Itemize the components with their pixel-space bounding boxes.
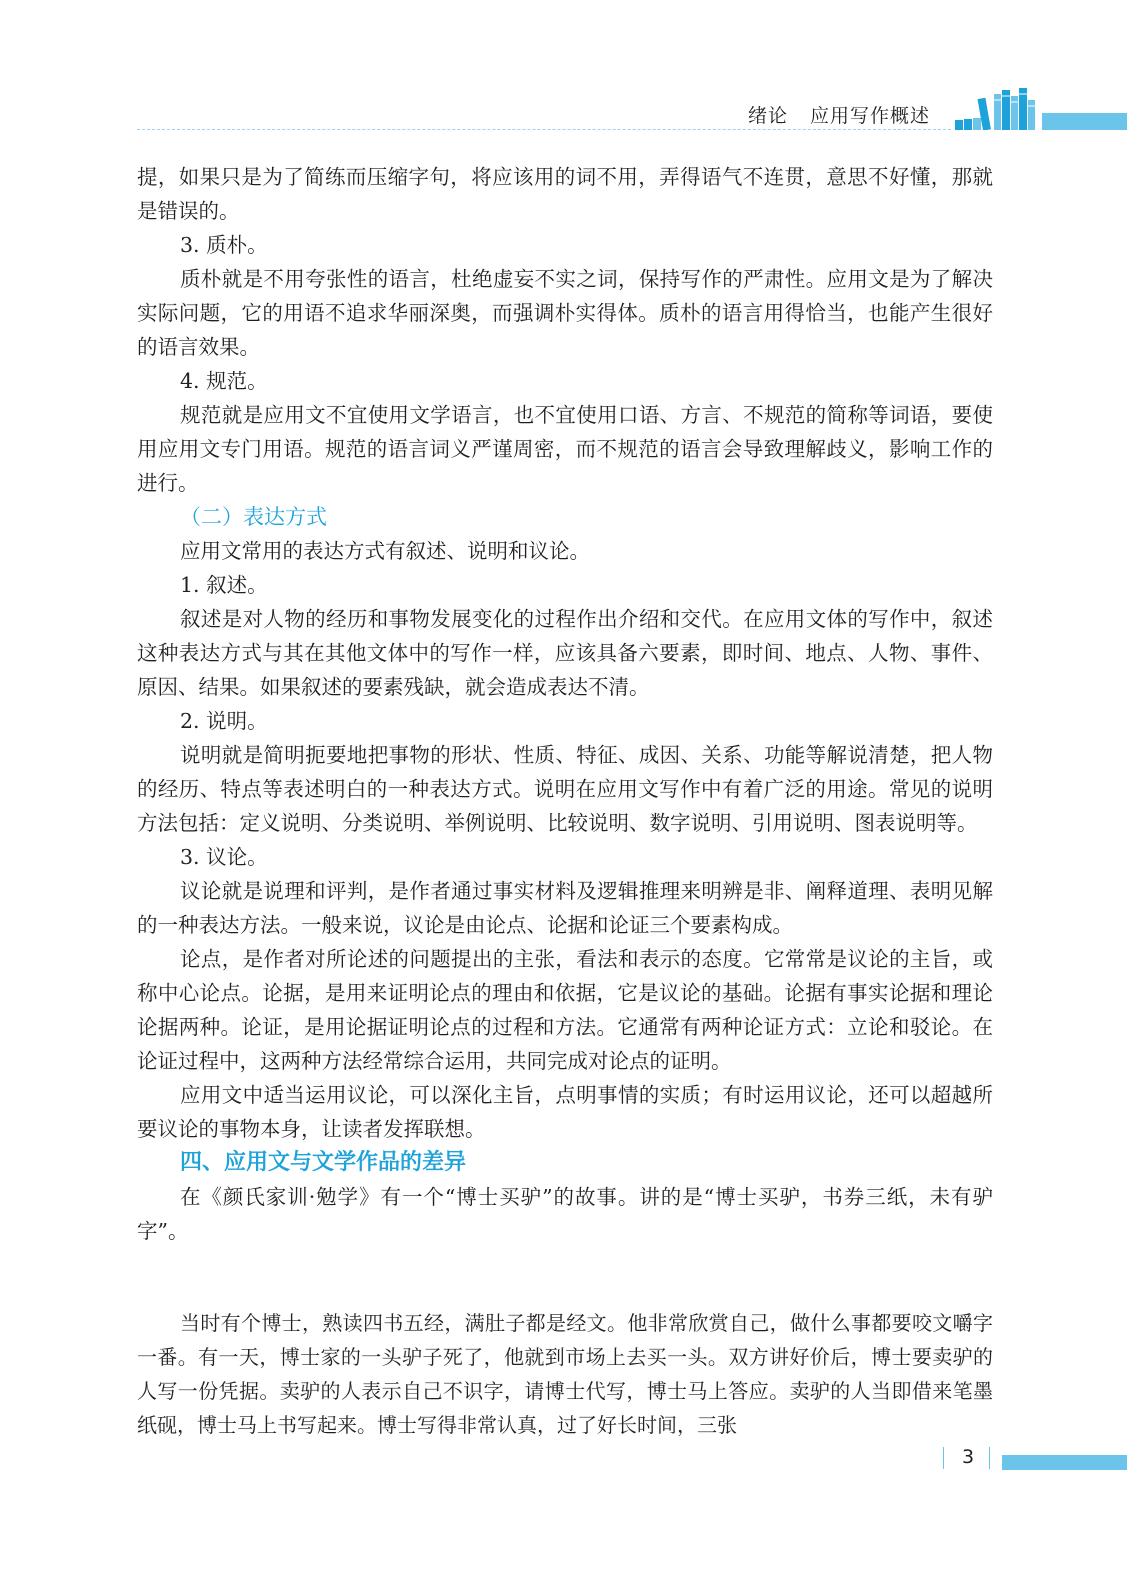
header-title: 应用写作概述 xyxy=(810,105,931,127)
page-number: 3 xyxy=(961,1446,975,1468)
chapter-section-heading: 四、应用文与文学作品的差异 xyxy=(180,1150,467,1175)
paragraph: 议论就是说理和评判，是作者通过事实材料及逻辑推理来明辨是非、阐释道理、表明见解的一种表达方法。一般来说，议论是由论点、论据和论证三个要素构成。 xyxy=(137,879,993,937)
body-text xyxy=(137,160,993,1248)
paragraph: 规范就是应用文不宜使用文学语言，也不宜使用口语、方言、不规范的简称等词语，要使用应用文专门用语。规范的语言词义严谨周密，而不规范的语言会导致理解歧义，影响工作的进行。 xyxy=(137,403,993,495)
paragraph: 论点，是作者对所论述的问题提出的主张，看法和表示的态度。它常常是议论的主旨，或称中心论点。论据，是用来证明论点的理由和依据，它是议论的基础。论据有事实论据和理论论据两种。论证，是用论据证明论点的过程和方法。它通常有两种论证方式：立论和驳论。在论证过程中，这两种方法经常综合运用，共同完成对论点的证明。 xyxy=(137,947,993,1073)
list-heading: 2. 说明。 xyxy=(180,709,268,733)
list-heading: 4. 规范。 xyxy=(180,369,268,393)
list-heading: 3. 质朴。 xyxy=(180,233,268,257)
footer-color-bar xyxy=(1002,1455,1127,1470)
running-header xyxy=(748,101,930,128)
footer-rule-left xyxy=(943,1447,944,1469)
paragraph: 在《颜氏家训·勉学》有一个“博士买驴”的故事。讲的是“博士买驴，书券三纸，未有驴字”。 xyxy=(137,1185,993,1243)
header-dashed-rule xyxy=(137,129,951,130)
list-heading: 1. 叙述。 xyxy=(180,573,268,597)
list-heading: 3. 议论。 xyxy=(180,845,268,869)
paragraph: 叙述是对人物的经历和事物发展变化的过程作出介绍和交代。在应用文体的写作中，叙述这种表达方式与其在其他文体中的写作一样，应该具备六要素，即时间、地点、人物、事件、原因、结果。如果叙述的要素残缺，就会造成表达不清。 xyxy=(137,607,993,699)
section-heading: （二）表达方式 xyxy=(180,505,327,529)
footer-rule-right xyxy=(989,1447,990,1469)
header-color-bar xyxy=(1042,113,1127,130)
story-excerpt xyxy=(137,1306,993,1442)
story-paragraph: 当时有个博士，熟读四书五经，满肚子都是经文。他非常欣赏自己，做什么事都要咬文嚼字一番。有一天，博士家的一头驴子死了，他就到市场上去买一头。双方讲好价后，博士要卖驴的人写一份凭据。卖驴的人表示自己不识字，请博士代写，博士马上答应。卖驴的人当即借来笔墨纸砚，博士马上书写起来。博士写得非常认真，过了好长时间，三张 xyxy=(137,1311,993,1437)
paragraph: 提，如果只是为了简练而压缩字句，将应该用的词不用，弄得语气不连贯，意思不好懂，那就是错误的。 xyxy=(137,165,993,223)
header-chapter: 绪论 xyxy=(748,105,789,127)
paragraph: 应用文中适当运用议论，可以深化主旨，点明事情的实质；有时运用议论，还可以超越所要议论的事物本身，让读者发挥联想。 xyxy=(137,1083,993,1141)
books-icon xyxy=(953,86,1043,130)
paragraph: 应用文常用的表达方式有叙述、说明和议论。 xyxy=(180,539,590,563)
paragraph: 说明就是简明扼要地把事物的形状、性质、特征、成因、关系、功能等解说清楚，把人物的经历、特点等表述明白的一种表达方式。说明在应用文写作中有着广泛的用途。常见的说明方法包括：定义说明、分类说明、举例说明、比较说明、数字说明、引用说明、图表说明等。 xyxy=(137,743,993,835)
paragraph: 质朴就是不用夸张性的语言，杜绝虚妄不实之词，保持写作的严肃性。应用文是为了解决实际问题，它的用语不追求华丽深奥，而强调朴实得体。质朴的语言用得恰当，也能产生很好的语言效果。 xyxy=(137,267,993,359)
